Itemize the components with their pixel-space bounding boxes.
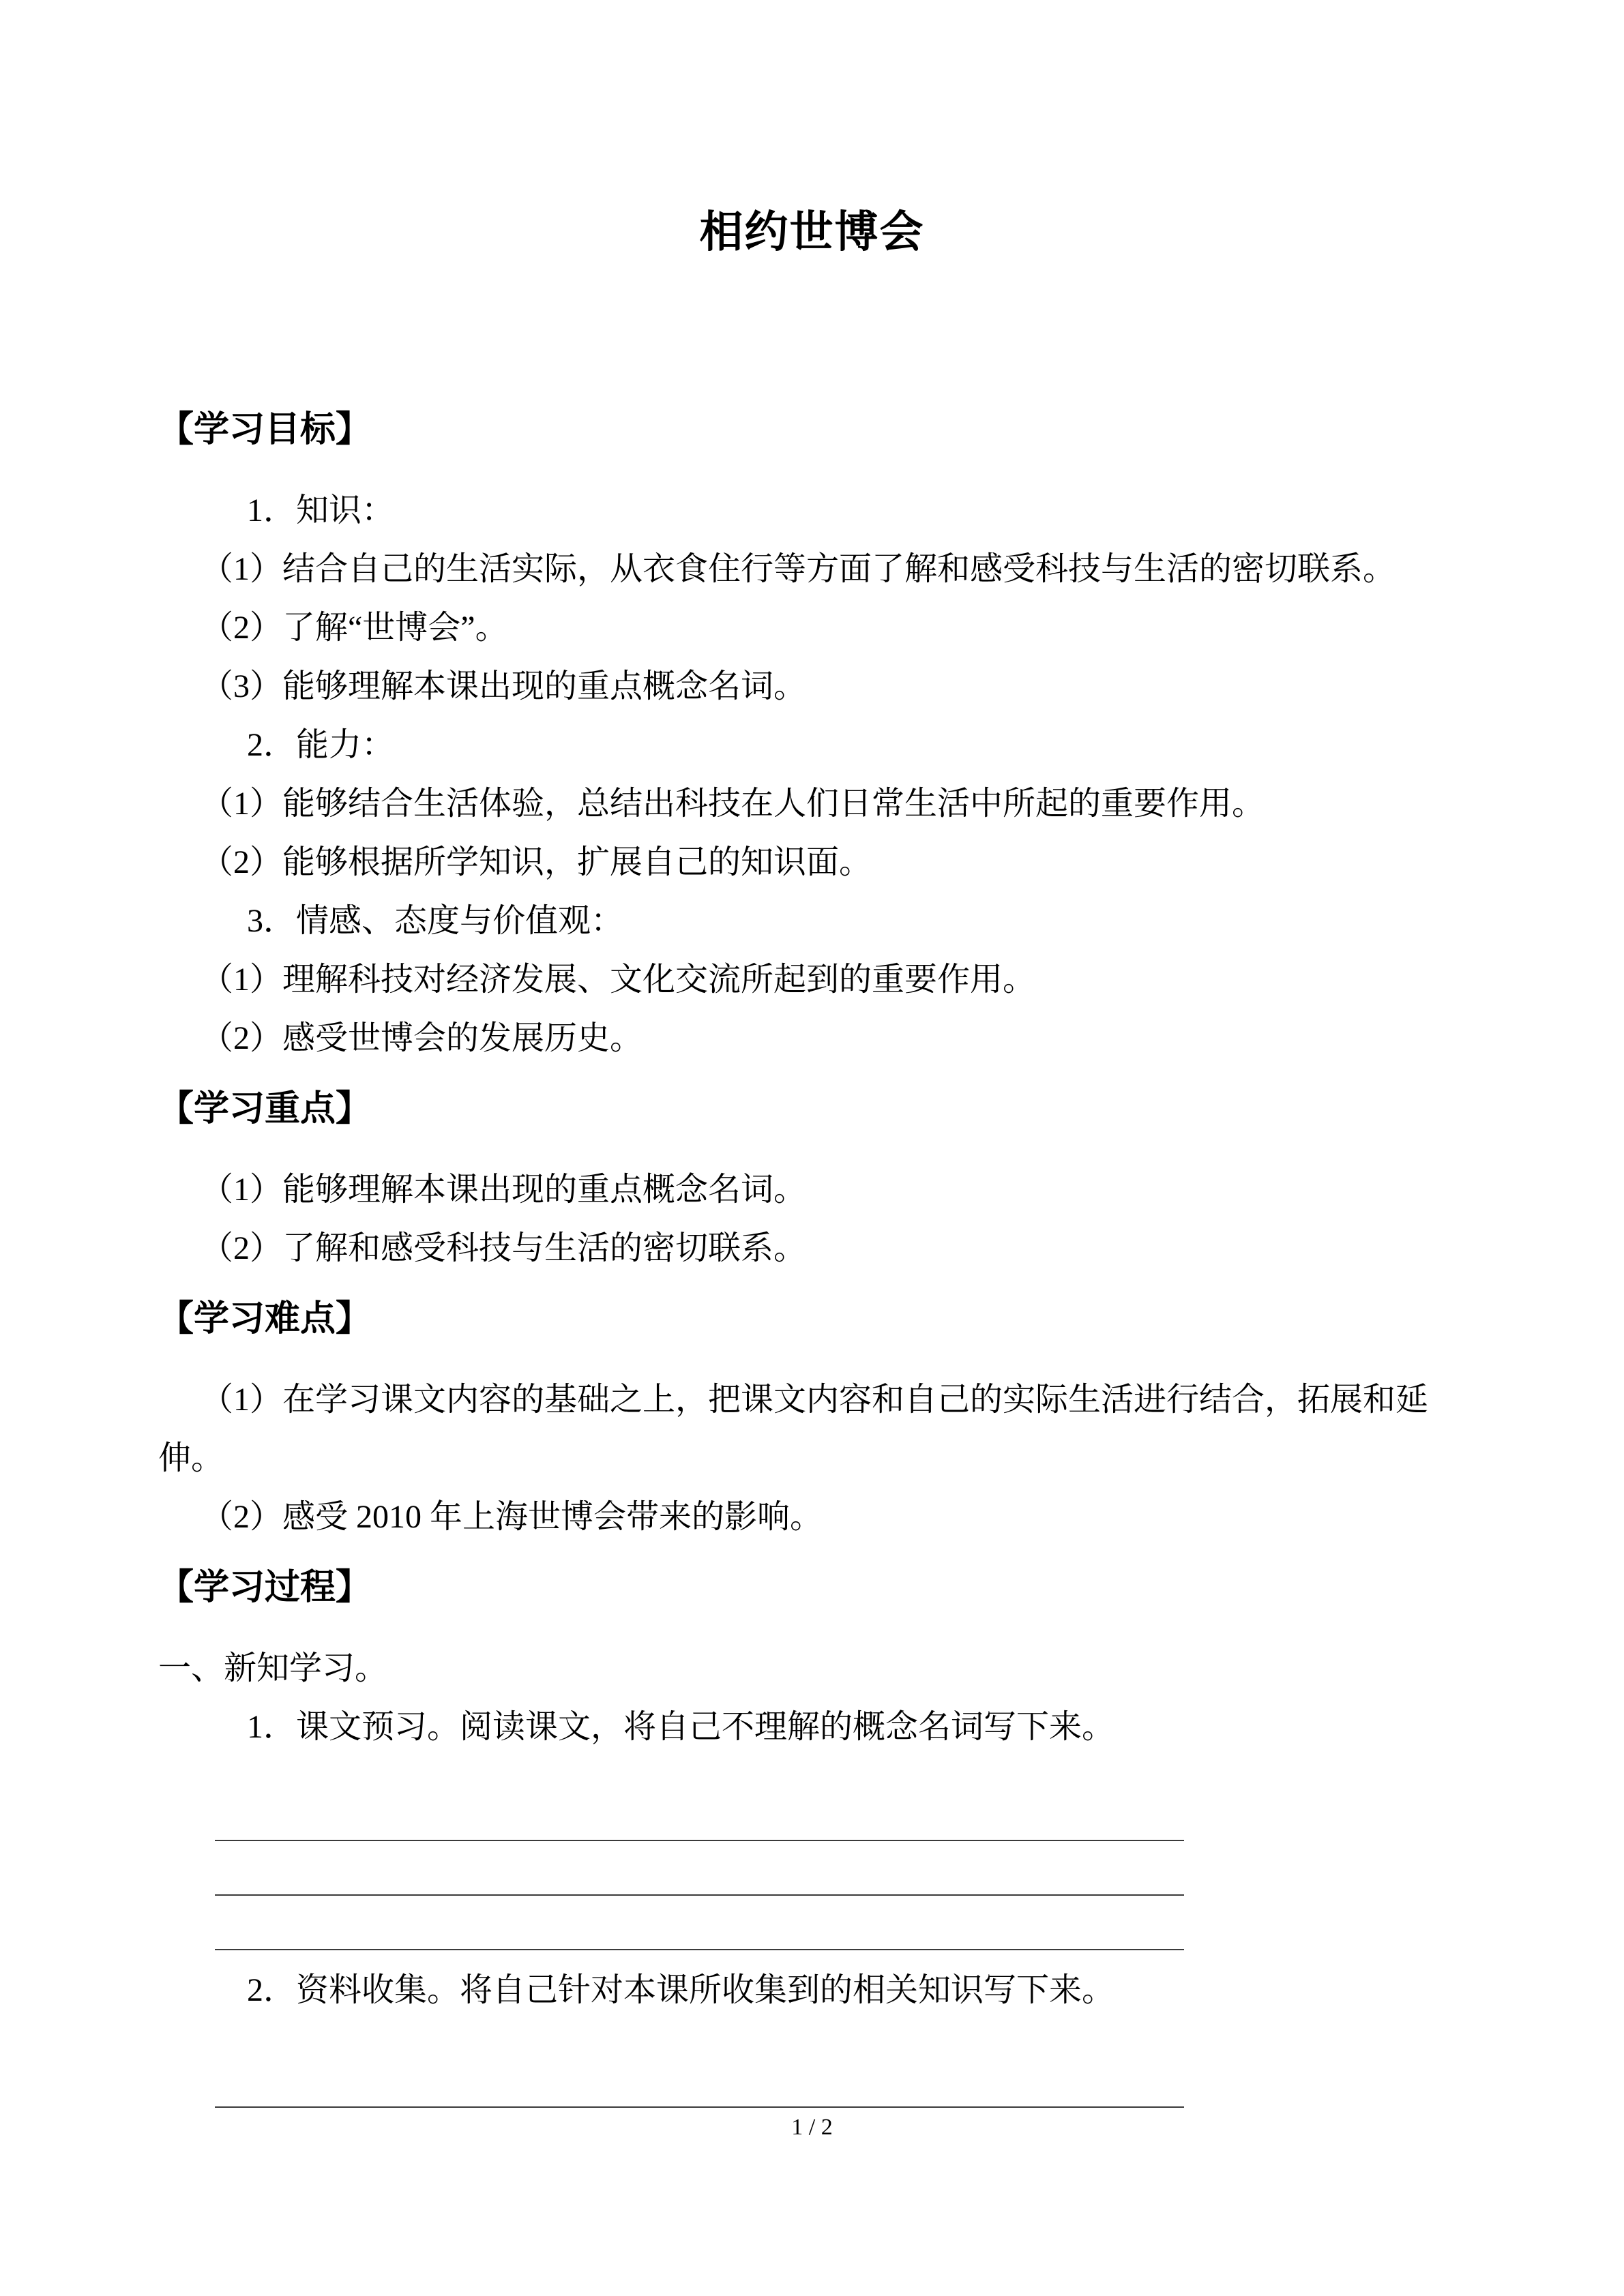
answer-blank-line	[215, 2053, 1184, 2108]
doc-paragraph: （1）理解科技对经济发展、文化交流所起到的重要作用。	[201, 961, 1036, 998]
doc-paragraph: （1）能够理解本课出现的重点概念名词。	[201, 1172, 807, 1208]
doc-paragraph: 2．能力：	[247, 727, 395, 763]
doc-paragraph: （2）能够根据所学知识，扩展自己的知识面。	[201, 844, 872, 880]
doc-paragraph: （2）感受世博会的发展历史。	[201, 1020, 643, 1056]
section-heading-difficulties: 【学习难点】	[158, 1299, 372, 1339]
document-title: 相约世博会	[699, 207, 925, 256]
answer-blank-line	[215, 1841, 1184, 1896]
section-heading-key-points: 【学习重点】	[158, 1089, 372, 1129]
doc-paragraph: （1）在学习课文内容的基础之上，把课文内容和自己的实际生活进行结合，拓展和延伸。	[158, 1382, 1429, 1476]
answer-blank-line	[215, 1896, 1184, 1950]
doc-paragraph: 2．资料收集。将自己针对本课所收集到的相关知识写下来。	[247, 1972, 1115, 2008]
doc-paragraph: （2）感受 2010 年上海世博会带来的影响。	[201, 1499, 823, 1535]
section-key-points	[158, 1084, 1466, 1278]
answer-blank-group	[158, 1787, 1466, 1950]
doc-paragraph: （1）结合自己的生活实际，从衣食住行等方面了解和感受科技与生活的密切联系。	[201, 551, 1396, 587]
section-learning-goals	[158, 405, 1466, 1068]
doc-paragraph: （3）能够理解本课出现的重点概念名词。	[201, 668, 807, 704]
doc-paragraph: （2）了解和感受科技与生活的密切联系。	[201, 1230, 807, 1266]
section-learning-process	[158, 1563, 1466, 2108]
doc-paragraph: 1．课文预习。阅读课文，将自己不理解的概念名词写下来。	[247, 1709, 1115, 1745]
section-heading-learning-process: 【学习过程】	[158, 1568, 372, 1607]
page-number: 1 / 2	[791, 2115, 833, 2140]
answer-blank-group	[158, 2053, 1466, 2108]
doc-paragraph: 3．情感、态度与价值观：	[247, 903, 624, 939]
doc-paragraph: 1．知识：	[247, 492, 395, 528]
section-heading-learning-goals: 【学习目标】	[158, 410, 372, 449]
doc-paragraph: （2）了解“世博会”。	[201, 610, 508, 646]
doc-paragraph: （1）能够结合生活体验，总结出科技在人们日常生活中所起的重要作用。	[201, 786, 1265, 822]
doc-paragraph: 一、新知学习。	[158, 1650, 388, 1686]
section-difficulties	[158, 1294, 1466, 1547]
answer-blank-line	[215, 1787, 1184, 1841]
